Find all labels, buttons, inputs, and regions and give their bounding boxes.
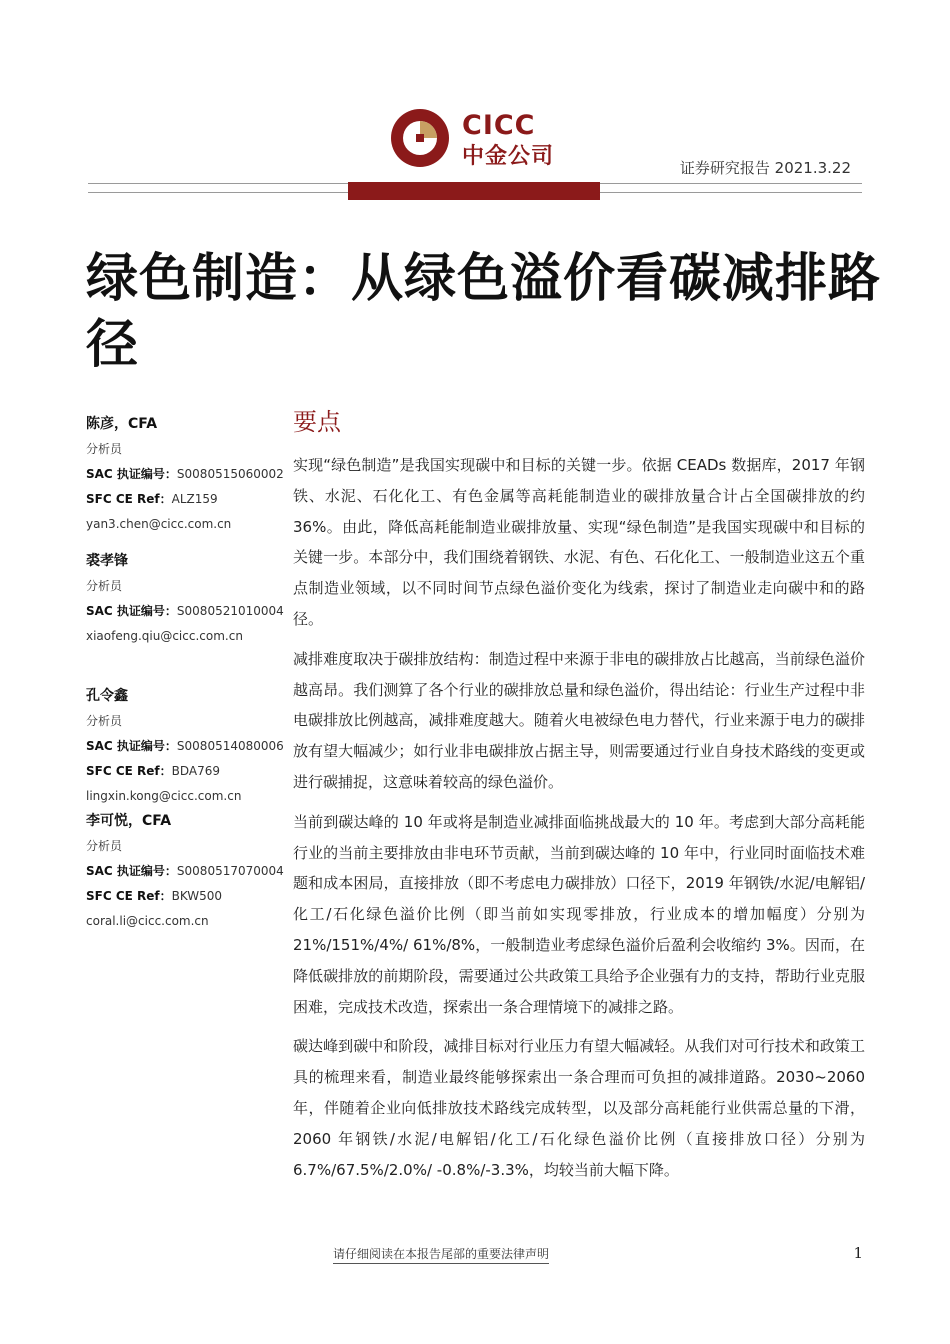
sfc-number: BKW500 [171,889,223,903]
analyst-sac [86,859,286,884]
page-number: 1 [853,1244,863,1262]
logo-text-en: CICC [462,110,536,141]
analyst-sfc [86,884,286,909]
sac-number: S0080521010004 [176,604,284,618]
analyst-name: 陈彦，CFA [86,416,158,432]
sfc-label: SFC CE Ref： [86,889,172,903]
key-points-section [293,402,865,1194]
analyst-role: 分析员 [86,839,123,853]
sac-number: S0080515060002 [176,467,284,481]
analyst-sfc [86,487,286,512]
sfc-number: ALZ159 [171,492,218,506]
analyst-name: 李可悦，CFA [86,813,172,829]
analyst-card [86,549,286,649]
sfc-number: BDA769 [171,764,220,778]
analyst-card [86,412,286,537]
sac-label: SAC 执证编号： [86,739,177,753]
cicc-logo [390,108,570,172]
header-accent-bar [348,182,600,200]
analyst-role: 分析员 [86,579,123,593]
analyst-sac [86,599,286,624]
sac-label: SAC 执证编号： [86,864,177,878]
sac-label: SAC 执证编号： [86,604,177,618]
analyst-sfc [86,759,286,784]
legal-disclaimer-link[interactable]: 请仔细阅读在本报告尾部的重要法律声明 [333,1245,549,1264]
analyst-sac [86,462,286,487]
report-title: 绿色制造：从绿色溢价看碳减排路径 [86,249,882,375]
analyst-sac [86,734,286,759]
cicc-logo-icon [390,108,450,168]
section-heading: 要点 [293,408,341,436]
paragraph: 减排难度取决于碳排放结构：制造过程中来源于非电的碳排放占比越高，当前绿色溢价越高昂。我们测算了各个行业的碳排放总量和绿色溢价，得出结论：行业生产过程中非电碳排放比例越高，减排难度越大。随着火电被绿色电力替代，行业来源于电力的碳排放有望大幅减少；如行业非电碳排放占据主导，则需要通过行业自身技术路线的变更或进行碳捕捉，这意味着较高的绿色溢价。 [293,649,865,791]
logo-text-cn: 中金公司 [462,144,555,169]
analyst-role: 分析员 [86,714,123,728]
analyst-list [86,412,286,934]
analyst-role: 分析员 [86,442,123,456]
analyst-email[interactable]: lingxin.kong@cicc.com.cn [86,789,242,803]
analyst-email[interactable]: coral.li@cicc.com.cn [86,914,209,928]
analyst-email[interactable]: yan3.chen@cicc.com.cn [86,517,232,531]
analyst-email[interactable]: xiaofeng.qiu@cicc.com.cn [86,629,243,643]
analyst-name: 孔令鑫 [86,688,128,704]
paragraph: 实现“绿色制造”是我国实现碳中和目标的关键一步。依据 CEADs 数据库，2017 年钢铁、水泥、石化化工、有色金属等高耗能制造业的碳排放量合计占全国碳排放的约 36%。由此，降低高耗能制造业碳排放量、实现“绿色制造”是我国实现碳中和目标的关键一步。本部分中，我们围绕着钢铁、水泥、有色、石化化工、一般制造业这五个重点制造业领域，以不同时间节点绿色溢价变化为线索，探讨了制造业走向碳中和的路径。 [293,456,865,628]
paragraph: 当前到碳达峰的 10 年或将是制造业减排面临挑战最大的 10 年。考虑到大部分高耗能行业的当前主要排放由非电环节贡献，当前到碳达峰的 10 年中，行业同时面临技术难题和成本困局，直接排放（即不考虑电力碳排放）口径下，2019 年钢铁/水泥/电解铝/化工/石化绿色溢价比例（即当前如实现零排放，行业成本的增加幅度）分别为 21%/151%/4%/ 61%/8%，一般制造业考虑绿色溢价后盈利会收缩约 3%。因而，在降低碳排放的前期阶段，需要通过公共政策工具给予企业强有力的支持，帮助行业克服困难，完成技术改造，探索出一条合理情境下的减排之路。 [293,812,865,1016]
analyst-card [86,684,286,809]
sfc-label: SFC CE Ref： [86,492,172,506]
sac-label: SAC 执证编号： [86,467,177,481]
paragraph: 碳达峰到碳中和阶段，减排目标对行业压力有望大幅减轻。从我们对可行技术和政策工具的梳理来看，制造业最终能够探索出一条合理而可负担的减排道路。2030~2060 年，伴随着企业向低排放技术路线完成转型，以及部分高耗能行业供需总量的下滑，2060 年钢铁/水泥/电解铝/化工/石化绿色溢价比例（直接排放口径）分别为 6.7%/67.5%/2.0%/ -0.8%/-3.3%，均较当前大幅下降。 [293,1037,865,1179]
sfc-label: SFC CE Ref： [86,764,172,778]
analyst-card [86,809,286,934]
sac-number: S0080514080006 [176,739,284,753]
report-type-date: 证券研究报告 2021.3.22 [679,159,851,177]
sac-number: S0080517070004 [176,864,284,878]
analyst-name: 裘孝锋 [86,553,128,569]
